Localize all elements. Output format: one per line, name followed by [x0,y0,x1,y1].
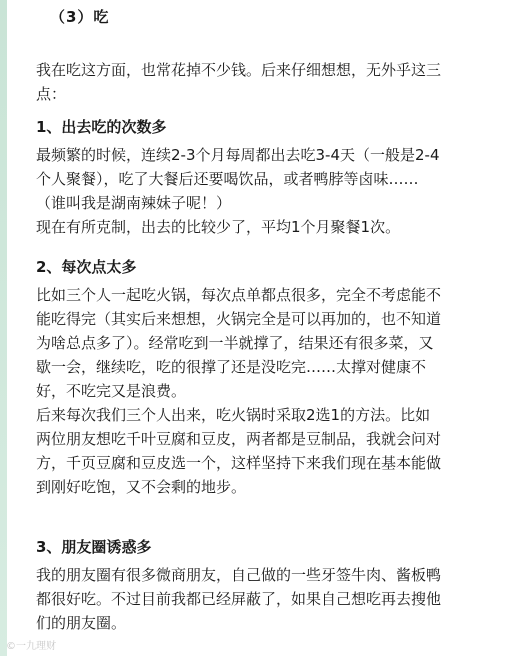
paragraph-2 [36,283,494,499]
left-decorative-stripe [0,0,7,656]
paragraph-line: 最频繁的时候，连续2-3个月每周都出去吃3-4天（一般是2-4 [36,146,440,164]
intro-paragraph [36,58,494,106]
paragraph-line: 现在有所克制，出去的比较少了，平均1个月聚餐1次。 [36,218,401,236]
paragraph-line: 个人聚餐），吃了大餐后还要喝饮品，或者鸭脖等卤味…… [36,170,419,188]
paragraph-1 [36,143,494,239]
paragraph-line: 为啥总点多了）。经常吃到一半就撑了，结果还有很多菜，又 [36,334,434,352]
paragraph-line: 两位朋友想吃千叶豆腐和豆皮，两者都是豆制品，我就会问对 [36,430,442,448]
paragraph-line: 都很好吃。不过目前我都已经屏蔽了，如果自己想吃再去搜他 [36,590,442,608]
heading-1: 1、出去吃的次数多 [36,118,167,136]
intro-line: 点： [36,85,67,103]
paragraph-line: 比如三个人一起吃火锅，每次点单都点很多，完全不考虑能不 [36,286,442,304]
paragraph-line: 到刚好吃饱，又不会剩的地步。 [36,478,247,496]
paragraph-line: 我的朋友圈有很多微商朋友，自己做的一些牙签牛肉、酱板鸭 [36,566,442,584]
paragraph-line: （谁叫我是湖南辣妹子呢！） [36,194,232,212]
heading-2: 2、每次点太多 [36,258,137,276]
paragraph-line: 歇一会，继续吃，吃的很撑了还是没吃完……太撑对健康不 [36,358,427,376]
paragraph-line: 们的朋友圈。 [36,614,127,632]
paragraph-3 [36,563,494,635]
heading-3: 3、朋友圈诱惑多 [36,538,152,556]
paragraph-line: 能吃得完（其实后来想想，火锅完全是可以再加的，也不知道 [36,310,442,328]
paragraph-line: 后来每次我们三个人出来，吃火锅时采取2选1的方法。比如 [36,406,431,424]
watermark: ©一九理财 [6,641,56,652]
section-title: （3）吃 [50,8,110,26]
intro-line: 我在吃这方面，也常花掉不少钱。后来仔细想想，无外乎这三 [36,61,442,79]
paragraph-line: 好，不吃完又是浪费。 [36,382,187,400]
paragraph-line: 方，千页豆腐和豆皮选一个，这样坚持下来我们现在基本能做 [36,454,442,472]
